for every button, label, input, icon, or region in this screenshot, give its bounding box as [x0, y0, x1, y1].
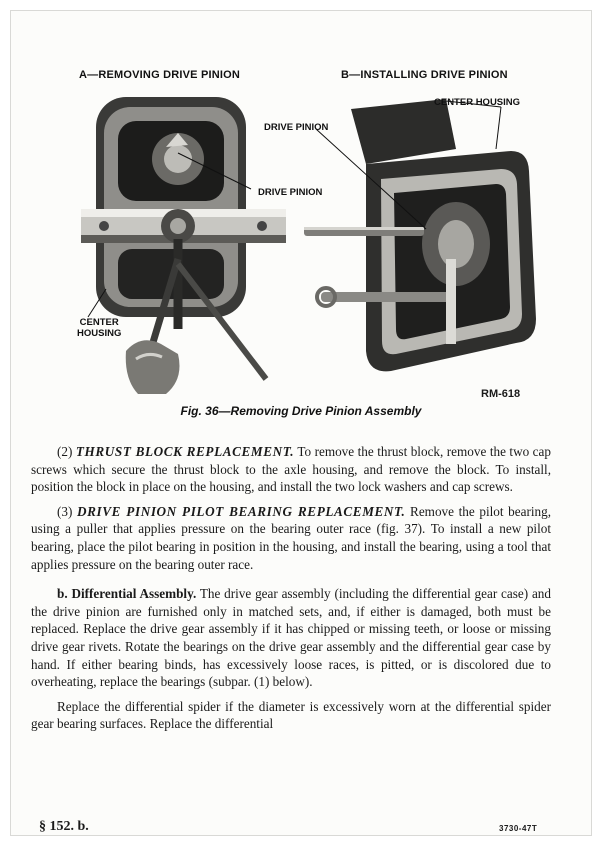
callout-drive-pinion-b: DRIVE PINION	[264, 122, 329, 133]
figure-label-b: B—INSTALLING DRIVE PINION	[341, 69, 508, 81]
photo-installing-drive-pinion	[296, 89, 546, 389]
section-reference: § 152. b.	[39, 819, 89, 834]
callout-center-housing-b: CENTER HOUSING	[434, 97, 521, 108]
paragraph-body: The drive gear assembly (including the differential gear case) and the drive pinion are furnished only in matched sets, and, if either is damaged, both must be replaced. Replace the drive gear assembly if it has chipped or missing teeth, or loose or missing drive gear rivets. Rotate the bearings on the drive gear assembly and the differential gear case by hand. If either bearing binds, has excessively loose races, is pitted, or is discolored due to overheating, replace the bearings (subpar. (1) below).	[31, 586, 551, 690]
callout-center-line-1: CENTER	[79, 317, 119, 328]
paragraph-heading: b. Differential Assembly.	[57, 586, 197, 602]
figure-36	[11, 11, 591, 431]
page-code: 3730-47T	[499, 824, 538, 833]
document-page	[10, 10, 592, 836]
paragraph-heading: DRIVE PINION PILOT BEARING REPLACEMENT.	[77, 503, 406, 519]
paragraph-body: To remove the thrust block, remove the two cap screws which secure the thrust block to the axle housing, and remove the block. To install, position the block in place on the housing, and install the two lock washers and cap screws.	[31, 444, 551, 495]
paragraph-number: (3)	[57, 503, 73, 519]
figure-caption: Fig. 36—Removing Drive Pinion Assembly	[180, 404, 422, 418]
callout-drive-pinion-a: DRIVE PINION	[258, 187, 323, 198]
paragraph-heading: THRUST BLOCK REPLACEMENT.	[75, 444, 295, 459]
photo-removing-drive-pinion	[66, 89, 296, 399]
paragraph-thrust-block	[31, 443, 551, 496]
callout-center-line-2: HOUSING	[77, 328, 122, 339]
paragraph-number: (2)	[57, 444, 73, 459]
body-text	[31, 443, 551, 740]
paragraph-pilot-bearing	[31, 503, 551, 573]
figure-code: RM-618	[481, 388, 521, 400]
callout-center-housing-a	[77, 317, 121, 339]
paragraph-body: Remove the pilot bearing, using a puller that applies pressure on the bearing outer race (fig. 37). To install a new pilot bearing, place the pilot bearing in position in the housing, and install the bearing, using a tool that applies pressure on the bearing outer race.	[31, 503, 552, 572]
paragraph-differential	[31, 585, 551, 691]
paragraph-body: Replace the differential spider if the diameter is excessively worn at the differential spider gear bearing surfaces. Replace the differential	[31, 698, 551, 732]
figure-label-a: A—REMOVING DRIVE PINION	[79, 69, 241, 81]
paragraph-spider	[31, 698, 551, 733]
